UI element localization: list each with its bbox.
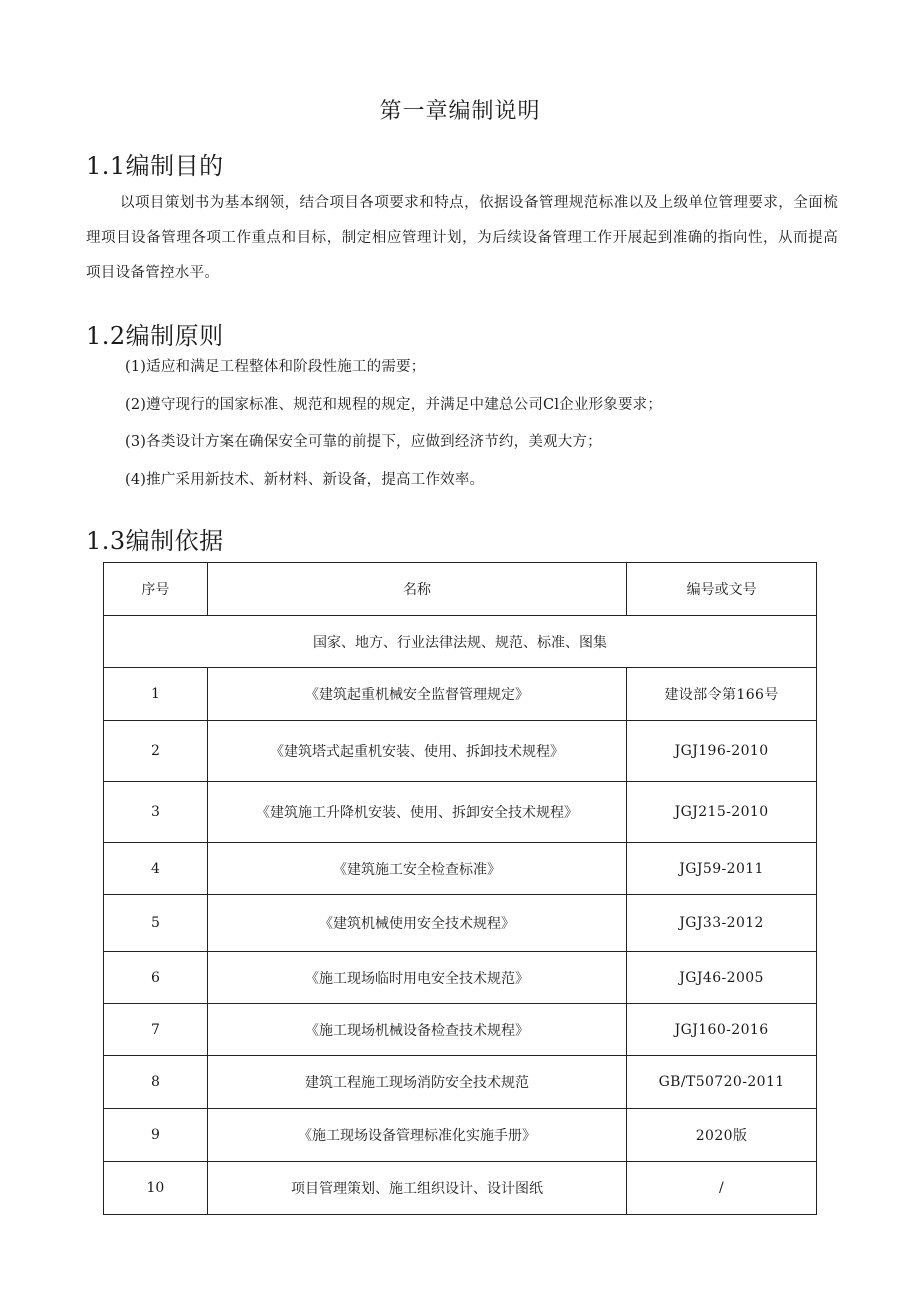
category-label: 国家、地方、行业法律法规、规范、标准、图集	[104, 616, 817, 668]
section-heading-basis: 1.3编制依据	[86, 527, 224, 555]
principle-item: (3)各类设计方案在确保安全可靠的前提下，应做到经济节约，美观大方；	[125, 434, 602, 450]
row-name: 《施工现场临时用电安全技术规范》	[207, 952, 626, 1004]
table-row	[104, 952, 817, 1004]
table-row	[104, 1004, 817, 1056]
row-name: 《施工现场设备管理标准化实施手册》	[207, 1109, 626, 1162]
table-row	[104, 1056, 817, 1109]
row-code: GB/T50720-2011	[627, 1056, 817, 1109]
table-row	[104, 1109, 817, 1162]
row-code: 2020版	[627, 1109, 817, 1162]
table-row	[104, 1162, 817, 1215]
header-code: 编号或文号	[627, 563, 817, 616]
row-no: 6	[104, 952, 208, 1004]
row-code: JGJ215-2010	[627, 782, 817, 843]
row-code: 建设部令第166号	[627, 668, 817, 721]
header-no: 序号	[104, 563, 208, 616]
row-name: 《建筑施工安全检查标准》	[207, 843, 626, 895]
table-category-row	[104, 616, 817, 668]
table-header-row	[104, 563, 817, 616]
table-row	[104, 782, 817, 843]
basis-table	[103, 562, 817, 1215]
principle-item: (1)适应和满足工程整体和阶段性施工的需要；	[125, 359, 426, 375]
row-no: 1	[104, 668, 208, 721]
row-code: JGJ59-2011	[627, 843, 817, 895]
principle-item: (4)推广采用新技术、新材料、新设备，提高工作效率。	[125, 471, 485, 488]
row-code: JGJ33-2012	[627, 895, 817, 952]
row-no: 9	[104, 1109, 208, 1162]
row-name: 《建筑机械使用安全技术规程》	[207, 895, 626, 952]
row-no: 3	[104, 782, 208, 843]
row-name: 《建筑起重机械安全监督管理规定》	[207, 668, 626, 721]
principle-item: (2)遵守现行的国家标准、规范和规程的规定，并满足中建总公司Cl企业形象要求；	[125, 396, 663, 413]
table-row	[104, 843, 817, 895]
row-name: 建筑工程施工现场消防安全技术规范	[207, 1056, 626, 1109]
row-name: 项目管理策划、施工组织设计、设计图纸	[207, 1162, 626, 1215]
row-code: /	[627, 1162, 817, 1215]
row-code: JGJ160-2016	[627, 1004, 817, 1056]
row-name: 《建筑塔式起重机安装、使用、拆卸技术规程》	[207, 721, 626, 782]
row-no: 7	[104, 1004, 208, 1056]
row-no: 4	[104, 843, 208, 895]
row-no: 5	[104, 895, 208, 952]
chapter-title: 第一章编制说明	[379, 99, 541, 124]
purpose-paragraph: 以项目策划书为基本纲领，结合项目各项要求和特点，依据设备管理规范标准以及上级单位管理要求，全面梳理项目设备管理各项工作重点和目标，制定相应管理计划，为后续设备管理工作开展起到准确的指向性，从而提高项目设备管控水平。	[86, 195, 838, 281]
row-no: 8	[104, 1056, 208, 1109]
header-name: 名称	[207, 563, 626, 616]
row-name: 《施工现场机械设备检查技术规程》	[207, 1004, 626, 1056]
table-row	[104, 668, 817, 721]
row-code: JGJ196-2010	[627, 721, 817, 782]
table-row	[104, 721, 817, 782]
row-name: 《建筑施工升降机安装、使用、拆卸安全技术规程》	[207, 782, 626, 843]
row-no: 2	[104, 721, 208, 782]
principles-list	[125, 352, 662, 502]
section-heading-principles: 1.2编制原则	[86, 322, 224, 350]
row-no: 10	[104, 1162, 208, 1215]
table-row	[104, 895, 817, 952]
section-heading-purpose: 1.1编制目的	[86, 152, 224, 180]
row-code: JGJ46-2005	[627, 952, 817, 1004]
